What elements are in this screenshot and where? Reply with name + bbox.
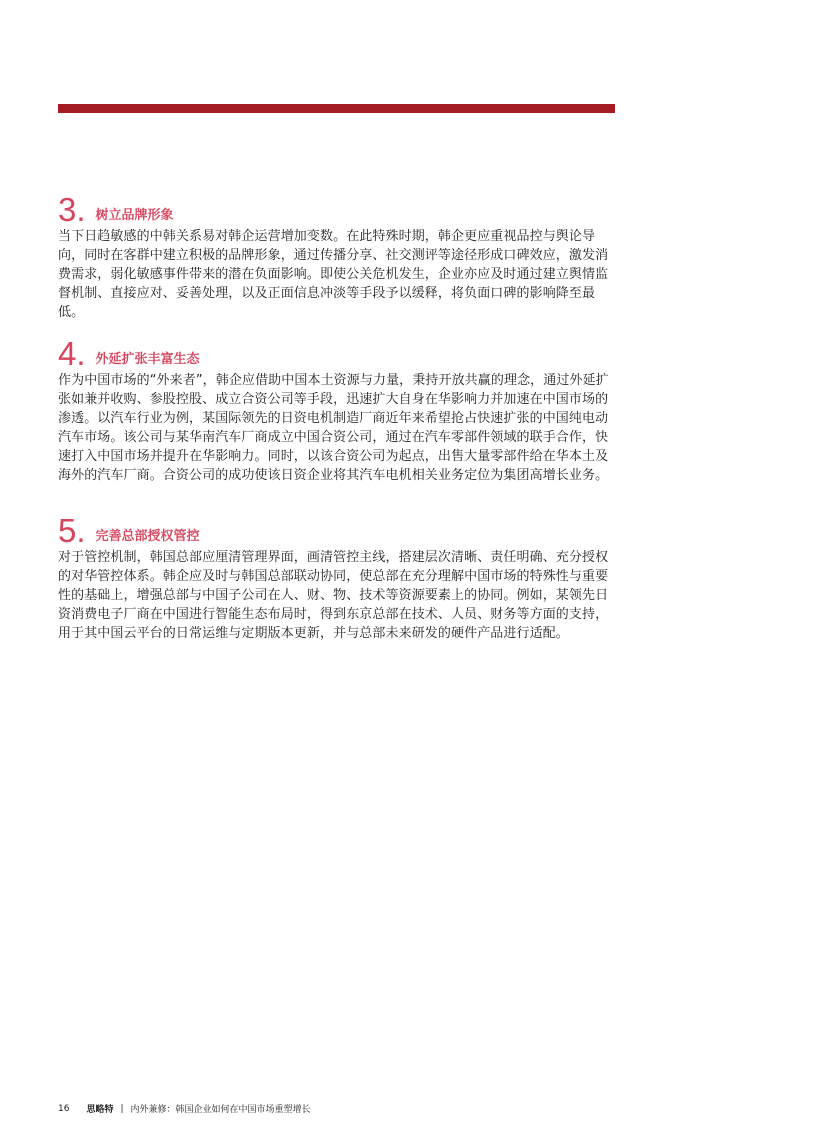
page-number: 16 — [58, 1103, 70, 1114]
footer-brand: 思略特 — [86, 1105, 114, 1115]
section-title: 完善总部授权管控 — [95, 529, 200, 544]
section-paragraph: 作为中国市场的“外来者”，韩企应借助中国本土资源与力量，秉持开放共赢的理念，通过外延扩张如兼并收购、参股控股、成立合资公司等手段，迅速扩大自身在华影响力并加速在中国市场的渗透。以汽车行业为例，某国际领先的日资电机制造厂商近年来希望抢占快速扩张的中国纯电动汽车市场。该公司与某华南汽车厂商成立中国合资公司，通过在汽车零部件领域的联手合作，快速打入中国市场并提升在华影响力。同时，以该合资公司为起点，出售大量零部件给在华本土及海外的汽车厂商。合资公司的成功使该日资企业将其汽车电机相关业务定位为集团高增长业务。 — [58, 373, 609, 483]
top-accent-bar — [58, 104, 615, 113]
section-number: 5. — [58, 512, 86, 549]
section-heading — [58, 336, 618, 370]
section-3 — [58, 192, 618, 322]
section-title: 树立品牌形象 — [95, 208, 174, 223]
section-paragraph: 对于管控机制，韩国总部应厘清管理界面，画清管控主线，搭建层次清晰、责任明确、充分授权的对华管控体系。韩企应及时与韩国总部联动协同，使总部在充分理解中国市场的特殊性与重要性的基础上，增强总部与中国子公司在人、财、物、技术等资源要素上的协同。例如，某领先日资消费电子厂商在中国进行智能生态布局时，得到东京总部在技术、人员、财务等方面的支持，用于其中国云平台的日常运维与定期版本更新，并与总部未来研发的硬件产品进行适配。 — [58, 550, 609, 641]
section-heading — [58, 513, 618, 547]
section-5 — [58, 513, 618, 643]
footer-separator: | — [120, 1103, 124, 1114]
page-footer — [58, 1102, 311, 1115]
footer-doc-title: 内外兼修：韩国企业如何在中国市场重塑增长 — [130, 1105, 311, 1115]
section-number: 3. — [58, 191, 86, 228]
section-heading — [58, 192, 618, 226]
section-4 — [58, 336, 618, 485]
section-title: 外延扩张丰富生态 — [95, 352, 200, 367]
section-paragraph: 当下日趋敏感的中韩关系易对韩企运营增加变数。在此特殊时期，韩企更应重视品控与舆论导向，同时在客群中建立积极的品牌形象，通过传播分享、社交测评等途径形成口碑效应，激发消费需求，弱化敏感事件带来的潜在负面影响。即使公关危机发生，企业亦应及时通过建立舆情监督机制、直接应对、妥善处理，以及正面信息冲淡等手段予以缓释，将负面口碑的影响降至最低。 — [58, 229, 609, 320]
section-number: 4. — [58, 335, 86, 372]
